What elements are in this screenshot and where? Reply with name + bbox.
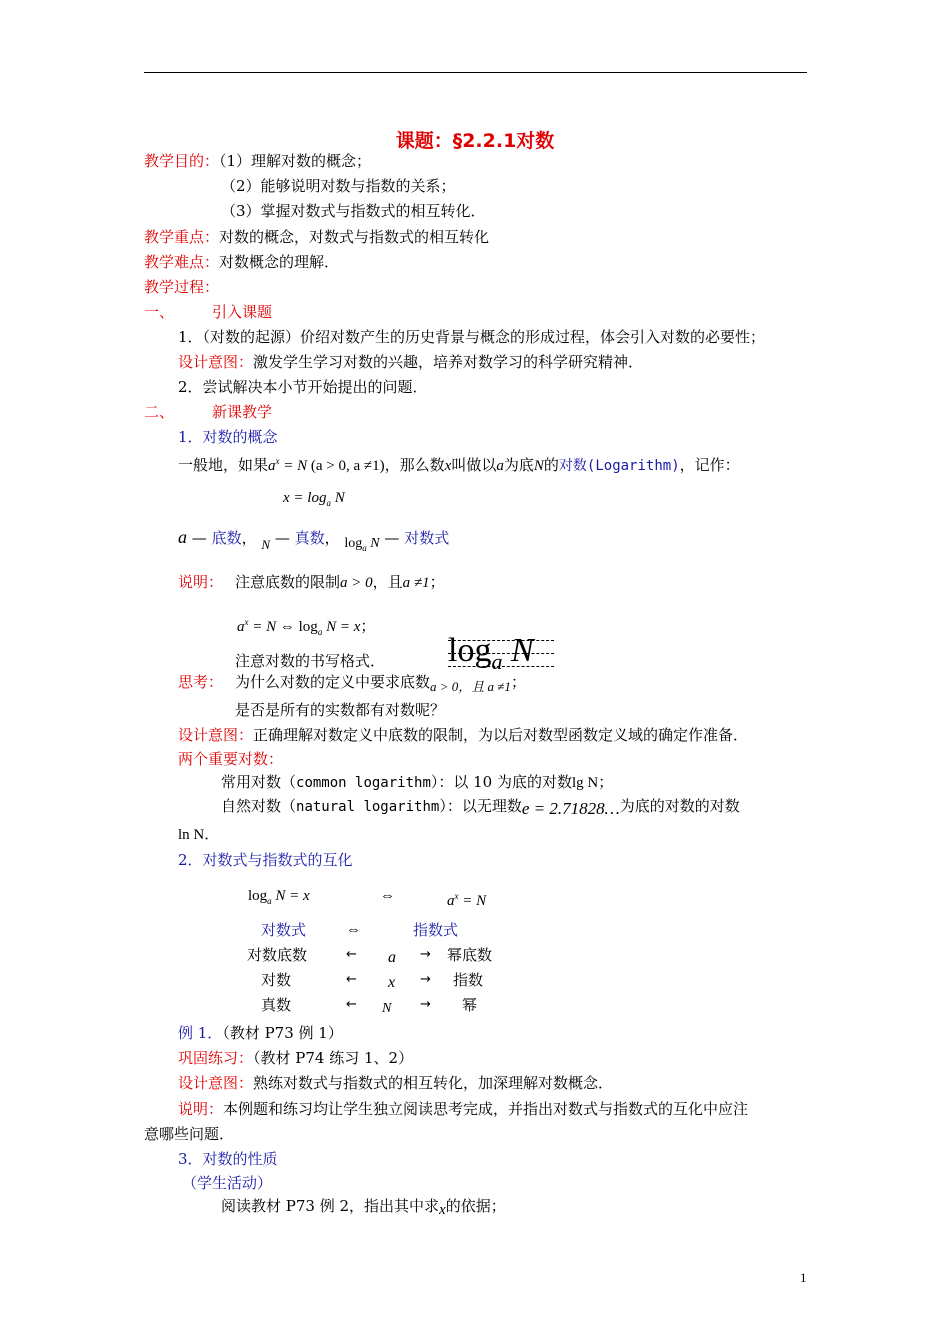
row3-mid: N	[382, 1001, 392, 1016]
row1-right-arrow: →	[420, 947, 431, 962]
def-text-6: ，记作：	[679, 456, 740, 474]
difficulty-row	[144, 253, 339, 271]
row2-left: 对数	[261, 971, 292, 989]
row1-left: 对数底数	[247, 946, 308, 964]
note-1-mid: ，且	[372, 573, 403, 591]
real-label: 真数	[294, 529, 325, 547]
read-b: 的依据；	[445, 1197, 506, 1215]
note2-label: 说明：	[178, 1100, 224, 1118]
practice-label: 巩固练习：	[178, 1049, 254, 1067]
think-line-1	[235, 673, 526, 692]
intent-text-2: 正确理解对数定义中底数的限制，为以后对数型函数定义域的确定作准备．	[253, 726, 749, 744]
log-formula	[283, 489, 345, 512]
common-log-line	[221, 773, 613, 792]
subsection-3-title: 3．对数的性质	[178, 1150, 278, 1168]
row1-left-arrow: ←	[346, 947, 357, 962]
def-text-2: ，那么数	[384, 456, 445, 474]
intent-row-2	[178, 726, 748, 744]
section1-intent-label: 设计意图：	[178, 353, 254, 371]
think-line-2: 是否是所有的实数都有对数呢？	[235, 701, 446, 719]
base-label: 底数	[211, 529, 242, 547]
section1-number: 一、	[144, 303, 175, 321]
section1-title: 引入课题	[212, 303, 273, 321]
common-en: common logarithm	[296, 775, 431, 791]
subsection-1-title: 1．对数的概念	[178, 428, 278, 446]
example-label: 例 1．	[178, 1024, 223, 1042]
row2-mid: x	[388, 974, 396, 991]
page-number: 1	[800, 1270, 807, 1285]
important-logs-label: 两个重要对数：	[178, 750, 284, 768]
think-1-cond: a > 0，且 a ≠1	[430, 679, 511, 694]
key-points-row	[144, 228, 489, 246]
common-c: lg N	[572, 775, 599, 791]
common-b: ）：以 10 为底的对数	[430, 773, 572, 791]
log-label: 对数式	[404, 529, 450, 547]
dash-3: —	[384, 529, 400, 547]
note-1-end: ；	[429, 573, 445, 591]
row3-left: 真数	[261, 996, 292, 1014]
conv-exp-formula: $a^x = N$	[447, 891, 487, 909]
common-d: ；	[598, 773, 614, 791]
natural-f: ．	[204, 827, 220, 843]
row3-right-arrow: →	[420, 997, 431, 1012]
row3-right: 幂	[462, 996, 478, 1014]
note2-text-2: 意哪些问题．	[144, 1125, 235, 1143]
student-activity: （学生活动）	[182, 1174, 273, 1192]
def-text-4: 为底	[503, 456, 534, 474]
dash-2: —	[274, 529, 290, 547]
note-1-cond-1: a > 0	[340, 575, 373, 591]
intent-row-3	[178, 1074, 613, 1092]
section1-intent-text: 激发学生学习对数的兴趣，培养对数学习的科学研究精神．	[253, 353, 644, 371]
def-x: x	[444, 458, 452, 474]
log-formula-base: a	[326, 498, 331, 508]
row1-mid: a	[388, 949, 396, 966]
section2-title: 新课教学	[212, 403, 273, 421]
natural-c: e = 2.71828…	[521, 799, 620, 818]
natural-log-line-2	[178, 826, 219, 844]
note2-row	[178, 1100, 748, 1118]
def-expr: $a^x = N$	[268, 456, 311, 474]
row3-left-arrow: ←	[346, 997, 357, 1012]
page-title: 课题：§2.2.1对数	[395, 130, 555, 152]
think-label: 思考：	[178, 673, 224, 691]
terms-line: a — 底数， N — 真数， $\log_a N$ — 对数式	[178, 527, 450, 553]
natural-b: ）：以无理数	[439, 797, 522, 815]
key-points-label: 教学重点：	[144, 228, 220, 246]
row2-left-arrow: ←	[346, 972, 357, 987]
natural-d: 为底的对数的对数	[619, 797, 740, 815]
def-text-5: 的	[543, 456, 559, 474]
subsection-2-title: 2．对数式与指数式的互化	[178, 851, 353, 869]
section1-intent-row	[178, 353, 643, 371]
dash-1: —	[191, 529, 207, 547]
log-writing-format: $\log_a N$	[448, 631, 534, 682]
difficulty-text: 对数概念的理解．	[219, 253, 340, 271]
section2-number: 二、	[144, 403, 175, 421]
log-formula-n: N	[334, 490, 345, 506]
note2-text-1: 本例题和练习均让学生独立阅读思考完成，并指出对数式与指数式的互化中应注	[223, 1100, 749, 1118]
difficulty-label: 教学难点：	[144, 253, 220, 271]
think-1-text: 为什么对数的定义中要求底数	[235, 673, 431, 691]
read-line	[221, 1197, 506, 1216]
conv-equiv: ⇔	[380, 888, 395, 904]
common-a: 常用对数（	[221, 773, 297, 791]
def-term: 对数(Logarithm)	[558, 458, 680, 474]
definition-line	[178, 452, 740, 475]
goal-item-2: （2）能够说明对数与指数的关系；	[221, 177, 456, 195]
goals-row-1	[144, 152, 371, 170]
table-head-left: 对数式	[261, 921, 307, 939]
key-points-text: 对数的概念，对数式与指数式的相互转化	[219, 228, 490, 246]
equiv-symbol: ⇔	[279, 619, 295, 635]
goals-label: 教学目的：	[144, 152, 220, 170]
note-1-cond-2: a ≠1	[402, 575, 430, 591]
def-a: a	[496, 458, 504, 474]
section1-item2: 2．尝试解决本小节开始提出的问题．	[178, 378, 428, 396]
natural-e: ln N	[178, 827, 205, 843]
def-n: N	[533, 458, 544, 474]
example-text: （教材 P73 例 1）	[222, 1024, 343, 1042]
term-n-symbol: N	[261, 537, 271, 552]
def-text-3: 叫做以	[451, 456, 497, 474]
row2-right: 指数	[453, 971, 484, 989]
goal-item-1: （1）理解对数的概念；	[219, 152, 372, 170]
term-a-symbol: a	[178, 527, 187, 547]
def-condition: (a > 0, a ≠1)	[310, 458, 385, 474]
log-formula-lhs: x = log	[283, 490, 327, 506]
read-a: 阅读教材 P73 例 2，指出其中求	[221, 1197, 440, 1215]
note-label: 说明：	[178, 573, 224, 591]
goal-item-3: （3）掌握对数式与指数式的相互转化．	[221, 202, 486, 220]
practice-text: （教材 P74 练习 1、2）	[253, 1049, 414, 1067]
note-1-text: 注意底数的限制	[235, 573, 341, 591]
note-line-2-formula: $a^x = N$ ⇔ $\log_a N = x$；	[237, 617, 376, 637]
think-1-end: ；	[510, 673, 526, 691]
def-text-1: 一般地，如果	[178, 456, 269, 474]
note-line-1	[235, 573, 445, 592]
natural-en: natural logarithm	[296, 799, 440, 815]
table-head-right: 指数式	[413, 921, 459, 939]
top-rule	[144, 72, 807, 73]
note-line-3: 注意对数的书写格式．	[235, 652, 386, 670]
practice-row	[178, 1049, 413, 1067]
intent-label-3: 设计意图：	[178, 1074, 254, 1092]
intent-text-3: 熟练对数式与指数式的相互转化，加深理解对数概念．	[253, 1074, 614, 1092]
section1-item1: 1．（对数的起源）价绍对数产生的历史背景与概念的形成过程，体会引入对数的必要性；	[178, 328, 766, 346]
example-row	[178, 1024, 343, 1042]
process-label: 教学过程：	[144, 278, 220, 296]
natural-a: 自然对数（	[221, 797, 297, 815]
row2-right-arrow: →	[420, 972, 431, 987]
row1-right: 幂底数	[447, 946, 493, 964]
conv-log-formula: $\log_a N = x$	[248, 888, 310, 906]
intent-label-2: 设计意图：	[178, 726, 254, 744]
natural-log-line	[221, 797, 740, 816]
table-head-equiv: ⇔	[346, 922, 361, 938]
read-x: x	[439, 1202, 446, 1218]
term-log-symbol: $\log_a N$	[344, 536, 380, 553]
